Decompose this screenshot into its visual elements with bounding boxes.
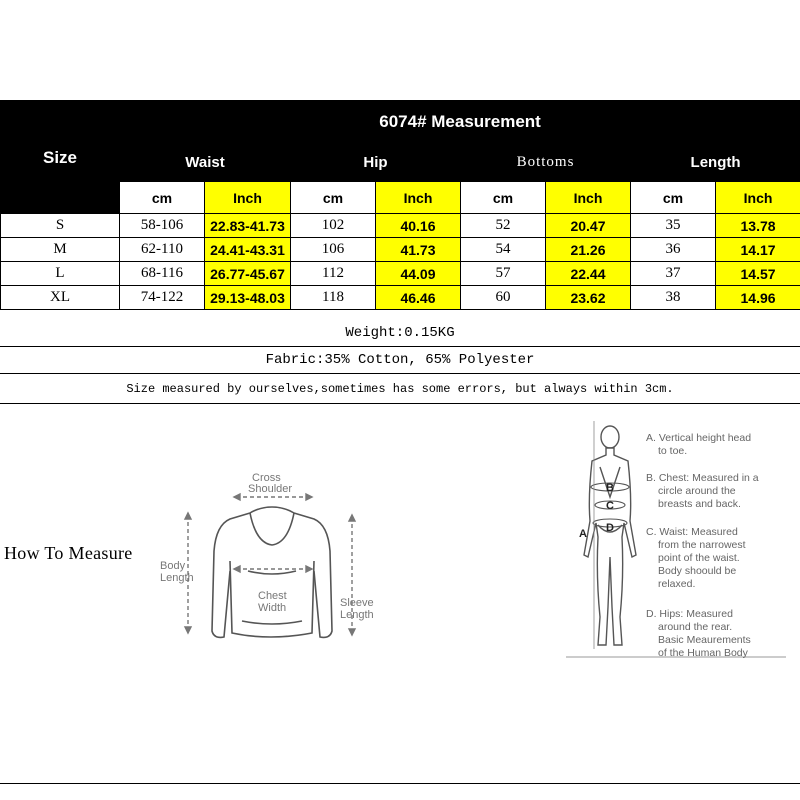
- length-inch-cell: 13.78: [716, 214, 800, 238]
- waist-inch-cell: 24.41-43.31: [205, 238, 291, 262]
- unit-inch: Inch: [716, 182, 800, 214]
- waist-inch-cell: 22.83-41.73: [205, 214, 291, 238]
- fabric-row: Fabric:35% Cotton, 65% Polyester: [0, 347, 800, 374]
- waist-cm-cell: 62-110: [120, 238, 205, 262]
- hip-inch-cell: 46.46: [376, 286, 461, 310]
- chest-width-label: Chest: [258, 590, 287, 602]
- measurement-note: Size measured by ourselves,sometimes has some errors, but always within 3cm.: [0, 374, 800, 404]
- note-d: Basic Meaurements: [658, 634, 751, 646]
- note-c: point of the waist.: [658, 552, 740, 564]
- note-c: C. Waist: Measured: [646, 526, 738, 538]
- length-inch-cell: 14.96: [716, 286, 800, 310]
- note-d: of the Human Body: [658, 647, 748, 659]
- length-inch-cell: 14.57: [716, 262, 800, 286]
- note-c: relaxed.: [658, 578, 696, 590]
- point-d-label: D: [606, 522, 614, 534]
- bottoms-cm-cell: 60: [461, 286, 546, 310]
- unit-cm: cm: [120, 182, 205, 214]
- note-c: from the narrowest: [658, 539, 746, 551]
- human-body-icon: [584, 426, 636, 645]
- size-cell: S: [1, 214, 120, 238]
- measurement-table: [0, 101, 800, 310]
- length-cm-cell: 37: [631, 262, 716, 286]
- unit-cm: cm: [291, 182, 376, 214]
- bottoms-inch-cell: 20.47: [546, 214, 631, 238]
- cross-shoulder-label: Shoulder: [248, 483, 293, 495]
- waist-inch-cell: 26.77-45.67: [205, 262, 291, 286]
- hip-inch-cell: 40.16: [376, 214, 461, 238]
- point-c-label: C: [606, 500, 614, 512]
- hip-cm-cell: 118: [291, 286, 376, 310]
- note-a: to toe.: [658, 445, 688, 457]
- length-cm-cell: 35: [631, 214, 716, 238]
- hip-cm-cell: 112: [291, 262, 376, 286]
- body-length-label: Length: [160, 572, 194, 584]
- size-cell: L: [1, 262, 120, 286]
- size-cell: XL: [1, 286, 120, 310]
- unit-inch: Inch: [546, 182, 631, 214]
- group-bottoms: Bottoms: [461, 143, 631, 182]
- point-b-label: B: [606, 482, 614, 494]
- table-row: [1, 214, 800, 238]
- bottoms-inch-cell: 23.62: [546, 286, 631, 310]
- note-b: circle around the: [658, 485, 736, 497]
- group-length: Length: [631, 143, 800, 182]
- hip-cm-cell: 102: [291, 214, 376, 238]
- cross-shoulder-label: Cross: [252, 472, 281, 484]
- how-to-measure-label: How To Measure: [4, 543, 133, 563]
- note-b: B. Chest: Measured in a: [646, 472, 759, 484]
- size-cell: M: [1, 238, 120, 262]
- bottoms-cm-cell: 57: [461, 262, 546, 286]
- unit-cm: cm: [631, 182, 716, 214]
- length-cm-cell: 36: [631, 238, 716, 262]
- unit-inch: Inch: [376, 182, 461, 214]
- sleeve-length-label: Length: [340, 609, 374, 621]
- unit-inch: Inch: [205, 182, 291, 214]
- bottoms-cm-cell: 52: [461, 214, 546, 238]
- point-a-label: A: [579, 528, 587, 540]
- bottoms-inch-cell: 22.44: [546, 262, 631, 286]
- hip-inch-cell: 44.09: [376, 262, 461, 286]
- note-b: breasts and back.: [658, 498, 741, 510]
- group-waist: Waist: [120, 143, 291, 182]
- length-cm-cell: 38: [631, 286, 716, 310]
- waist-cm-cell: 74-122: [120, 286, 205, 310]
- hip-inch-cell: 41.73: [376, 238, 461, 262]
- table-row: [1, 262, 800, 286]
- size-chart-sheet: [0, 100, 800, 784]
- table-title: 6074# Measurement: [120, 102, 800, 143]
- unit-cm: cm: [461, 182, 546, 214]
- sleeve-length-label: Sleeve: [340, 597, 374, 609]
- bottoms-inch-cell: 21.26: [546, 238, 631, 262]
- chest-width-label: Width: [258, 602, 287, 614]
- table-row: [1, 286, 800, 310]
- group-hip: Hip: [291, 143, 461, 182]
- weight-row: Weight:0.15KG: [0, 319, 800, 347]
- note-d: around the rear.: [658, 621, 733, 633]
- garment-diagram: [160, 461, 390, 661]
- note-d: D. Hips: Measured: [646, 608, 733, 620]
- bottoms-cm-cell: 54: [461, 238, 546, 262]
- note-c: Body shoould be: [658, 565, 737, 577]
- body-measurement-diagram: [566, 417, 796, 667]
- note-a: A. Vertical height head: [646, 432, 752, 444]
- size-header: Size: [1, 102, 120, 214]
- length-inch-cell: 14.17: [716, 238, 800, 262]
- waist-cm-cell: 68-116: [120, 262, 205, 286]
- hip-cm-cell: 106: [291, 238, 376, 262]
- sweater-outline-icon: [212, 507, 332, 637]
- table-row: [1, 238, 800, 262]
- waist-cm-cell: 58-106: [120, 214, 205, 238]
- body-length-label: Body: [160, 560, 186, 572]
- waist-inch-cell: 29.13-48.03: [205, 286, 291, 310]
